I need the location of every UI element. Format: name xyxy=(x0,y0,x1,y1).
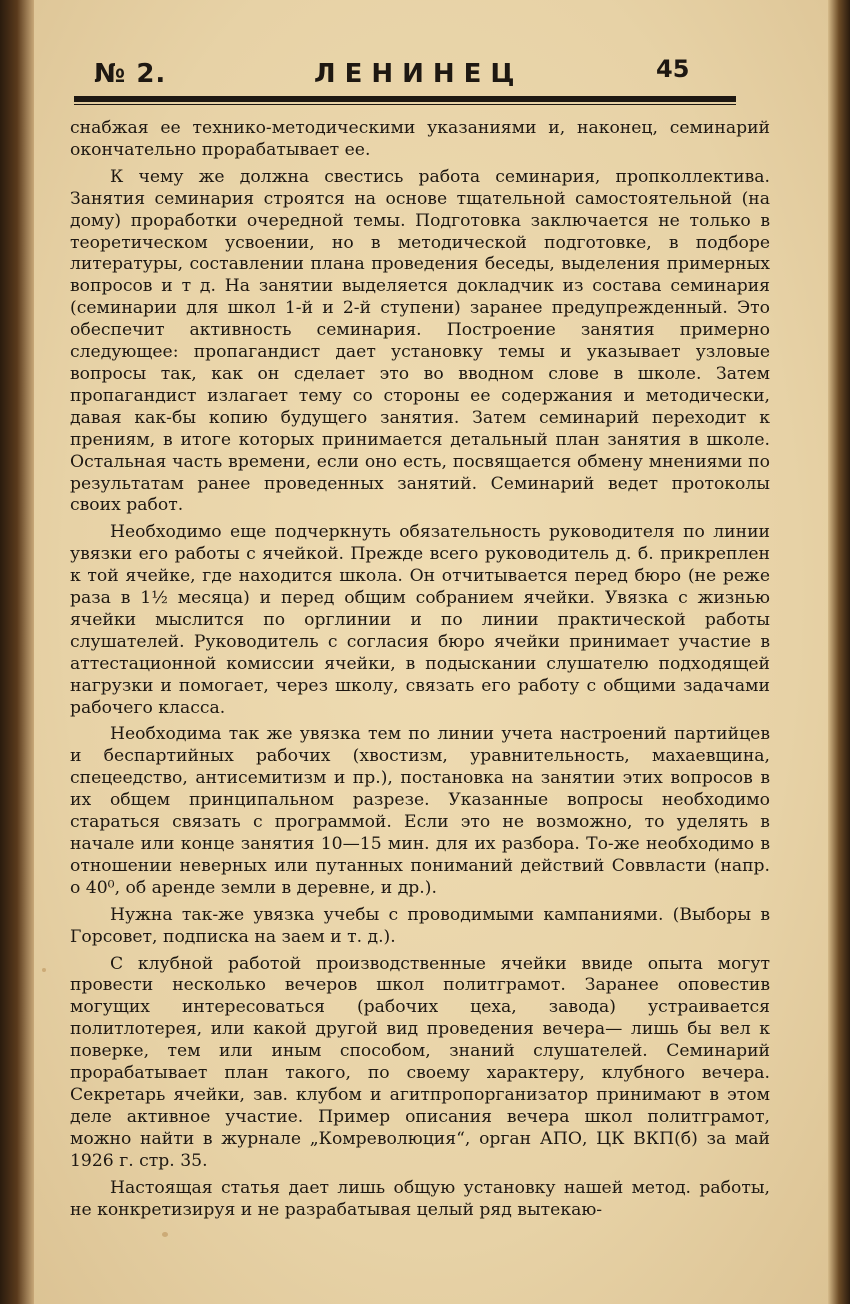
paragraph-campaigns: Нужна так-же увязка учебы с проводимыми кампаниями. (Выборы в Горсовет, подписка на заем и т. д.). xyxy=(70,904,770,947)
page-edge-right xyxy=(828,0,850,1304)
paragraph-conclusion: Настоящая статья дает лишь общую установку нашей метод. работы, не конкретизируя и не разрабатывая целый ряд вытекаю- xyxy=(70,1177,770,1220)
running-header xyxy=(74,55,734,95)
journal-title: ЛЕНИНЕЦ xyxy=(314,59,524,89)
issue-number: № 2. xyxy=(94,59,167,89)
paragraph-moods-link: Необходима так же увязка тем по линии учета настроений партийцев и беспартийных рабочих (хвостизм, уравнительность, махаевщина, спецеедство, антисемитизм и пр.), постановка на занятии этих вопросов в их общем принципальном разрезе. Указанные вопросы необходимо стараться связать с программой. Если это не возможно, то уделять в начале или конце занятия 10—15 мин. для их разбора. То-же необходимо в отношении неверных или путанных пониманий действий Соввласти (напр. о 40⁰, об аренде земли в деревне, и др.). xyxy=(70,724,770,898)
paragraph-club-work: С клубной работой производственные ячейки ввиде опыта могут провести несколько вечеров школ политграмот. Заранее оповестив могущих интересоваться (рабочих цеха, завода) устраивается политлотерея, или какой другой вид проведения вечера— лишь бы вел к поверке, тем или иным способом, знаний слушателей. Семинарий прорабатывает план такого, по своему характеру, клубного вечера. Секретарь ячейки, зав. клубом и агитпропорганизатор принимают в этом деле активное участие. Пример описания вечера школ политграмот, можно найти в журнале „Комреволюция“, орган АПО, ЦК ВКП(б) за май 1926 г. стр. 35. xyxy=(70,953,770,1171)
book-binding-left xyxy=(0,0,34,1304)
paragraph-seminar-work: К чему же должна свестись работа семинария, пропколлектива. Занятия семинария строятся на основе тщательной самостоятельной (на дому) проработки очередной темы. Подготовка заключается не только в теоретическом усвоении, но в методической подготовке, в подборе литературы, составлении плана проведения беседы, выделения примерных вопросов и т д. На занятии выделяется докладчик из состава семинария (семинарии для школ 1-й и 2-й ступени) заранее предупрежденный. Это обеспечит активность семинария. Построение занятия примерно следующее: пропагандист дает установку темы и указывает узловые вопросы так, как он сделает это во вводном слове в школе. Затем пропагандист излагает тему со стороны ее содержания и методически, давая как-бы копию будущего занятия. Затем семинарий переходит к прениям, в итоге которых принимается детальный план занятия в школе. Остальная часть времени, если оно есть, посвящается обмену мнениями по результатам ранее проведенных занятий. Семинарий ведет протоколы своих работ. xyxy=(70,166,770,516)
page xyxy=(34,0,828,1304)
page-number: 45 xyxy=(656,55,690,83)
paragraph-leader-cell-link: Необходимо еще подчеркнуть обязательность руководителя по линии увязки его работы с ячейкой. Прежде всего руководитель д. б. прикреплен к той ячейке, где находится школа. Он отчитывается перед бюро (не реже раза в 1½ месяца) и перед общим собранием ячейки. Увязка с жизнью ячейки мыслится по орглинии и по линии практической работы слушателей. Руководитель с согласия бюро ячейки принимает участие в аттестационной комиссии ячейки, в подыскании слушателю подходящей нагрузки и помогает, через школу, связать его работу с общими задачами рабочего класса. xyxy=(70,522,770,718)
paper-stain xyxy=(162,1232,168,1237)
article-body xyxy=(70,118,770,1226)
header-rule-thick xyxy=(74,96,736,102)
paper-stain xyxy=(42,968,46,972)
paragraph-continuation: снабжая ее технико-методическими указаниями и, наконец, семинарий окончательно прорабатывает ее. xyxy=(70,118,770,160)
header-rule-thin xyxy=(74,104,736,105)
